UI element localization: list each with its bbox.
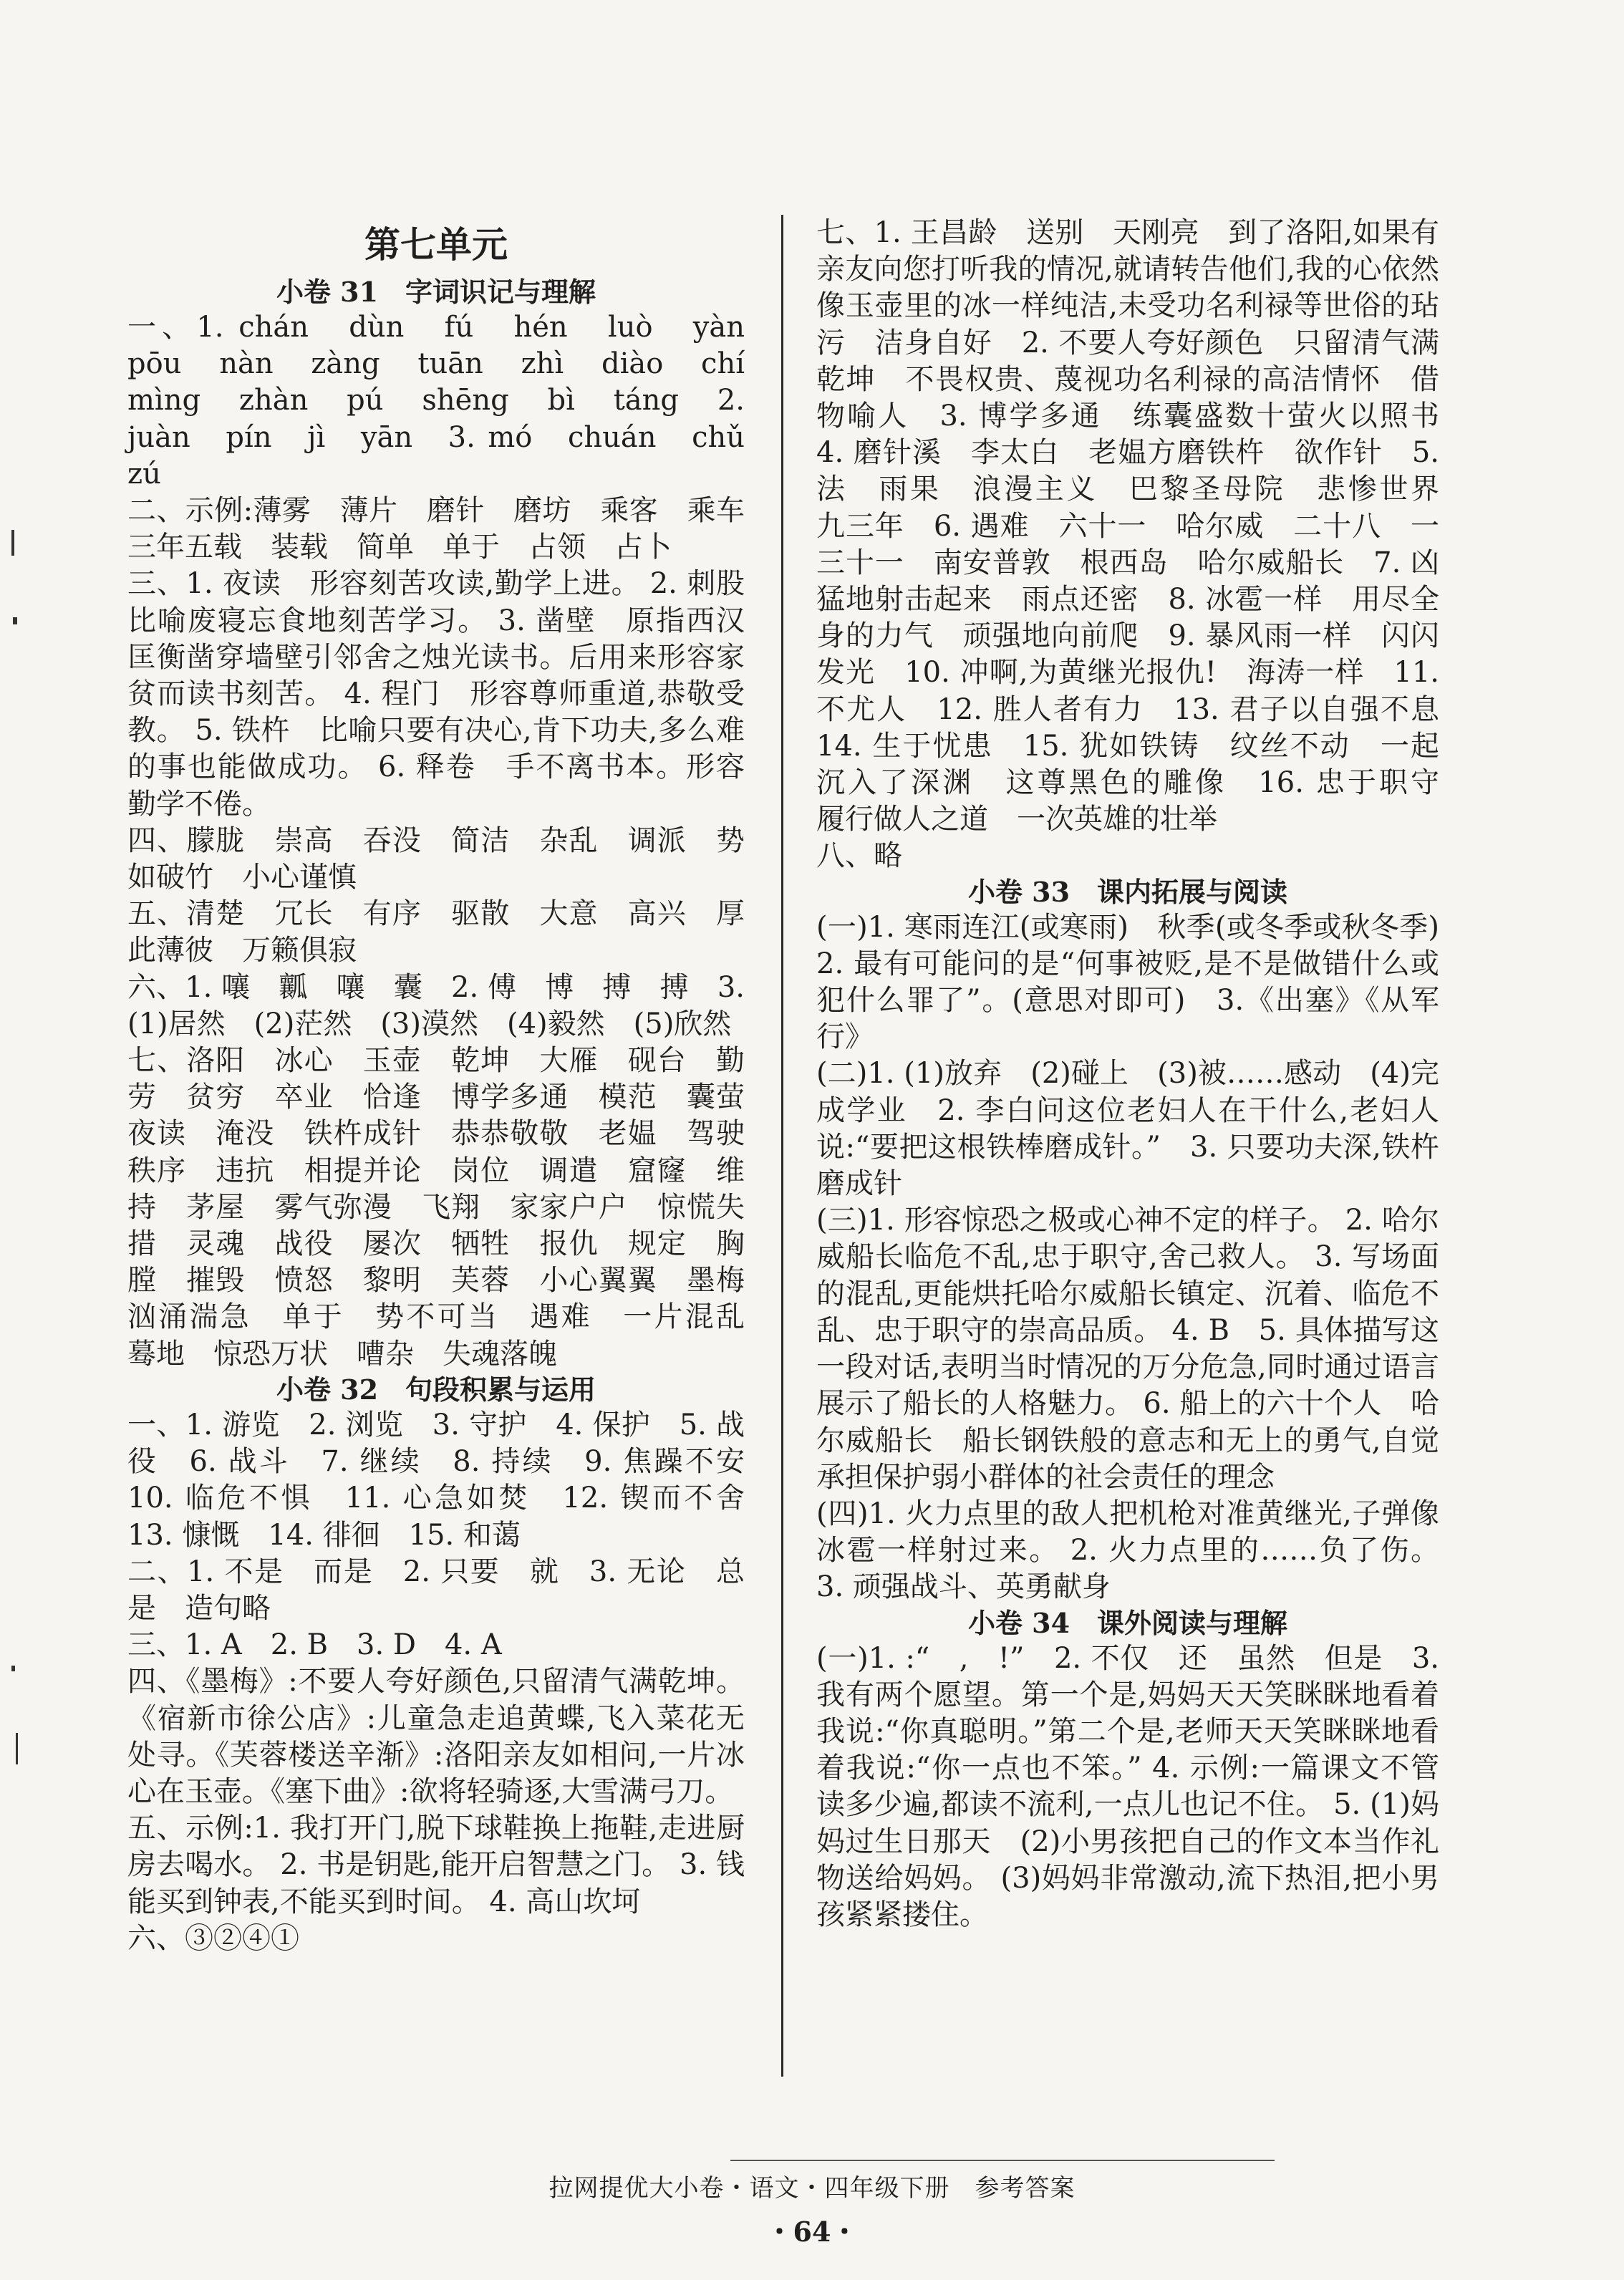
answer-paragraph: 三、1. 夜读 形容刻苦攻读,勤学上进。 2. 刺股 比喻废寝忘食地刻苦学习。 3. 凿壁 原指西汉匡衡凿穿墙壁引邻舍之烛光读书。后用来形容家贫而读书刻苦。 4. 程门 形容尊师重道,恭敬受教。 5. 铁杵 比喻只要有决心,肯下功夫,多么难的事也能做成功。 6. 释卷 手不离书本。形容勤学不倦。: [127, 567, 773, 821]
right-answer-blocks: [816, 215, 1468, 1933]
answer-paragraph: (三)1. 形容惊恐之极或心神不定的样子。 2. 哈尔威船长临危不乱,忠于职守,舍己救人。 3. 写场面的混乱,更能烘托哈尔威船长镇定、沉着、临危不乱、忠于职守的崇高品质。 4. B 5. 具体描写这一段对话,表明当时情况的万分危急,同时通过语言展示了船长的人格魅力。 6. 船上的六十个人 哈尔威船长 船长钢铁般的意志和无上的勇气,自觉承担保护弱小群体的社会责任的理念: [816, 1204, 1439, 1494]
page-number: ・64・: [765, 2216, 859, 2248]
footer-title: 拉网提优大小卷・语文・四年级下册 参考答案: [548, 2174, 1076, 2203]
answer-paragraph: 三、1. A 2. B 3. D 4. A: [127, 1628, 502, 1662]
section-title: 小卷 33 课内拓展与阅读: [967, 875, 1288, 908]
right-column: [816, 215, 1468, 1933]
answer-paragraph: 六、1. 嚷 瓤 嚷 囊 2. 傅 博 搏 搏 3. (1)居然 (2)茫然 (3)漠然 (4)毅然 (5)欣然: [127, 970, 745, 1040]
section-title: 小卷 31 字词识记与理解: [276, 276, 596, 308]
scan-mark: [11, 530, 14, 556]
scan-mark: [16, 1733, 18, 1764]
section-title: 小卷 34 课外阅读与理解: [967, 1606, 1288, 1639]
answer-paragraph: 七、1. 王昌龄 送别 天刚亮 到了洛阳,如果有亲友向您打听我的情况,就请转告他们,我的心依然像玉壶里的冰一样纯洁,未受功名利禄等世俗的玷污 洁身自好 2. 不要人夸好颜色 只留清气满乾坤 不畏权贵、蔑视功名利禄的高洁情怀 借物喻人 3. 博学多通 练囊盛数十萤火以照书 4. 磨针溪 李太白 老媪方磨铁杵 欲作针 5. 法 雨果 浪漫主义 巴黎圣母院 悲惨世界 九三年 6. 遇难 六十一 哈尔威 二十八 一 三十一 南安普敦 根西岛 哈尔威船长 7. 凶猛地射击起来 雨点还密 8. 冰雹一样 用尽全身的力气 顽强地向前爬 9. 暴风雨一样 闪闪发光 10. 冲啊,为黄继光报仇! 海涛一样 11. 不尤人 12. 胜人者有力 13. 君子以自强不息 14. 生于忧患 15. 犹如铁铸 纹丝不动 一起沉入了深渊 这尊黑色的雕像 16. 忠于职守 履行做人之道 一次英雄的壮举: [816, 216, 1468, 836]
answer-paragraph: 七、洛阳 冰心 玉壶 乾坤 大雁 砚台 勤劳 贫穷 卒业 恰逢 博学多通 模范 囊萤 夜读 淹没 铁杵成针 恭恭敬敬 老媪 驾驶 秩序 违抗 相提并论 岗位 调遣 窟窿 维持 茅屋 雾气弥漫 飞翔 家家户户 惊慌失措 灵魂 战役 屡次 牺牲 报仇 规定 胸膛 摧毁 愤怒 黎明 芙蓉 小心翼翼 墨梅 汹涌湍急 单于 势不可当 遇难 一片混乱 蓦地 惊恐万状 嘈杂 失魂落魄: [127, 1044, 773, 1371]
answer-paragraph: 一、1. chán dùn fú hén luò yàn pōu nàn zàng tuān zhì diào chí mìng zhàn pú shēng bì táng 2. juàn pín jì yān 3. mó chuán chǔ zú: [127, 311, 773, 491]
answer-paragraph: 五、清楚 冗长 有序 驱散 大意 高兴 厚此薄彼 万籁俱寂: [127, 897, 745, 967]
footer-rule: [730, 2160, 1275, 2161]
column-divider: [781, 215, 783, 2077]
section-title: 小卷 32 句段积累与运用: [276, 1373, 596, 1406]
answer-paragraph: 二、1. 不是 而是 2. 只要 就 3. 无论 总是 造句略: [127, 1555, 745, 1625]
left-column: [127, 215, 773, 1957]
answer-paragraph: 四、朦胧 崇高 吞没 简洁 杂乱 调派 势如破竹 小心谨慎: [127, 823, 745, 894]
answer-paragraph: 一、1. 游览 2. 浏览 3. 守护 4. 保护 5. 战役 6. 战斗 7. 继续 8. 持续 9. 焦躁不安 10. 临危不惧 11. 心急如焚 12. 锲而不舍 13. 慷慨 14. 徘徊 15. 和蔼: [127, 1408, 773, 1552]
left-answer-blocks: [127, 275, 773, 1957]
answer-paragraph: (一)1. :“ , !” 2. 不仅 还 虽然 但是 3. 我有两个愿望。第一个是,妈妈天天笑眯眯地看着我说:“你真聪明。”第二个是,老师天天笑眯眯地看着我说:“你一点也不笨。” 4. 示例:一篇课文不管读多少遍,都读不流利,一点儿也记不住。 5. (1)妈妈过生日那天 (2)小男孩把自己的作文本当作礼物送给妈妈。 (3)妈妈非常激动,流下热泪,把小男孩紧紧搂住。: [816, 1641, 1439, 1931]
scan-mark: [11, 1666, 15, 1671]
answer-paragraph: 八、略: [816, 839, 902, 873]
answer-paragraph: (四)1. 火力点里的敌人把机枪对准黄继光,子弹像冰雹一样射过来。 2. 火力点里的……负了伤。 3. 顽强战斗、英勇献身: [816, 1497, 1439, 1604]
answer-paragraph: 五、示例:1. 我打开门,脱下球鞋换上拖鞋,走进厨房去喝水。 2. 书是钥匙,能开启智慧之门。 3. 钱能买到钟表,不能买到时间。 4. 高山坎坷: [127, 1812, 745, 1918]
answer-paragraph: 四、《墨梅》:不要人夸好颜色,只留清气满乾坤。《宿新市徐公店》:儿童急走追黄蝶,飞入菜花无处寻。《芙蓉楼送辛渐》:洛阳亲友如相问,一片冰心在玉壶。《塞下曲》:欲将轻骑逐,大雪满弓刀。: [127, 1665, 745, 1808]
unit-title: 第七单元: [364, 223, 508, 266]
answer-paragraph: 二、示例:薄雾 薄片 磨针 磨坊 乘客 乘车 三年五载 装载 简单 单于 占领 占卜: [127, 494, 773, 564]
answer-paragraph: (一)1. 寒雨连江(或寒雨) 秋季(或冬季或秋冬季) 2. 最有可能问的是“何事被贬,是不是做错什么或犯什么罪了”。(意思对即可) 3.《出塞》《从军行》: [816, 910, 1468, 1054]
scan-mark: [13, 617, 17, 624]
answer-paragraph: (二)1. (1)放弃 (2)碰上 (3)被……感动 (4)完成学业 2. 李白问这位老妇人在干什么,老妇人说:“要把这根铁棒磨成针。” 3. 只要功夫深,铁杵磨成针: [816, 1057, 1439, 1201]
answer-paragraph: 六、③②④①: [127, 1921, 299, 1955]
